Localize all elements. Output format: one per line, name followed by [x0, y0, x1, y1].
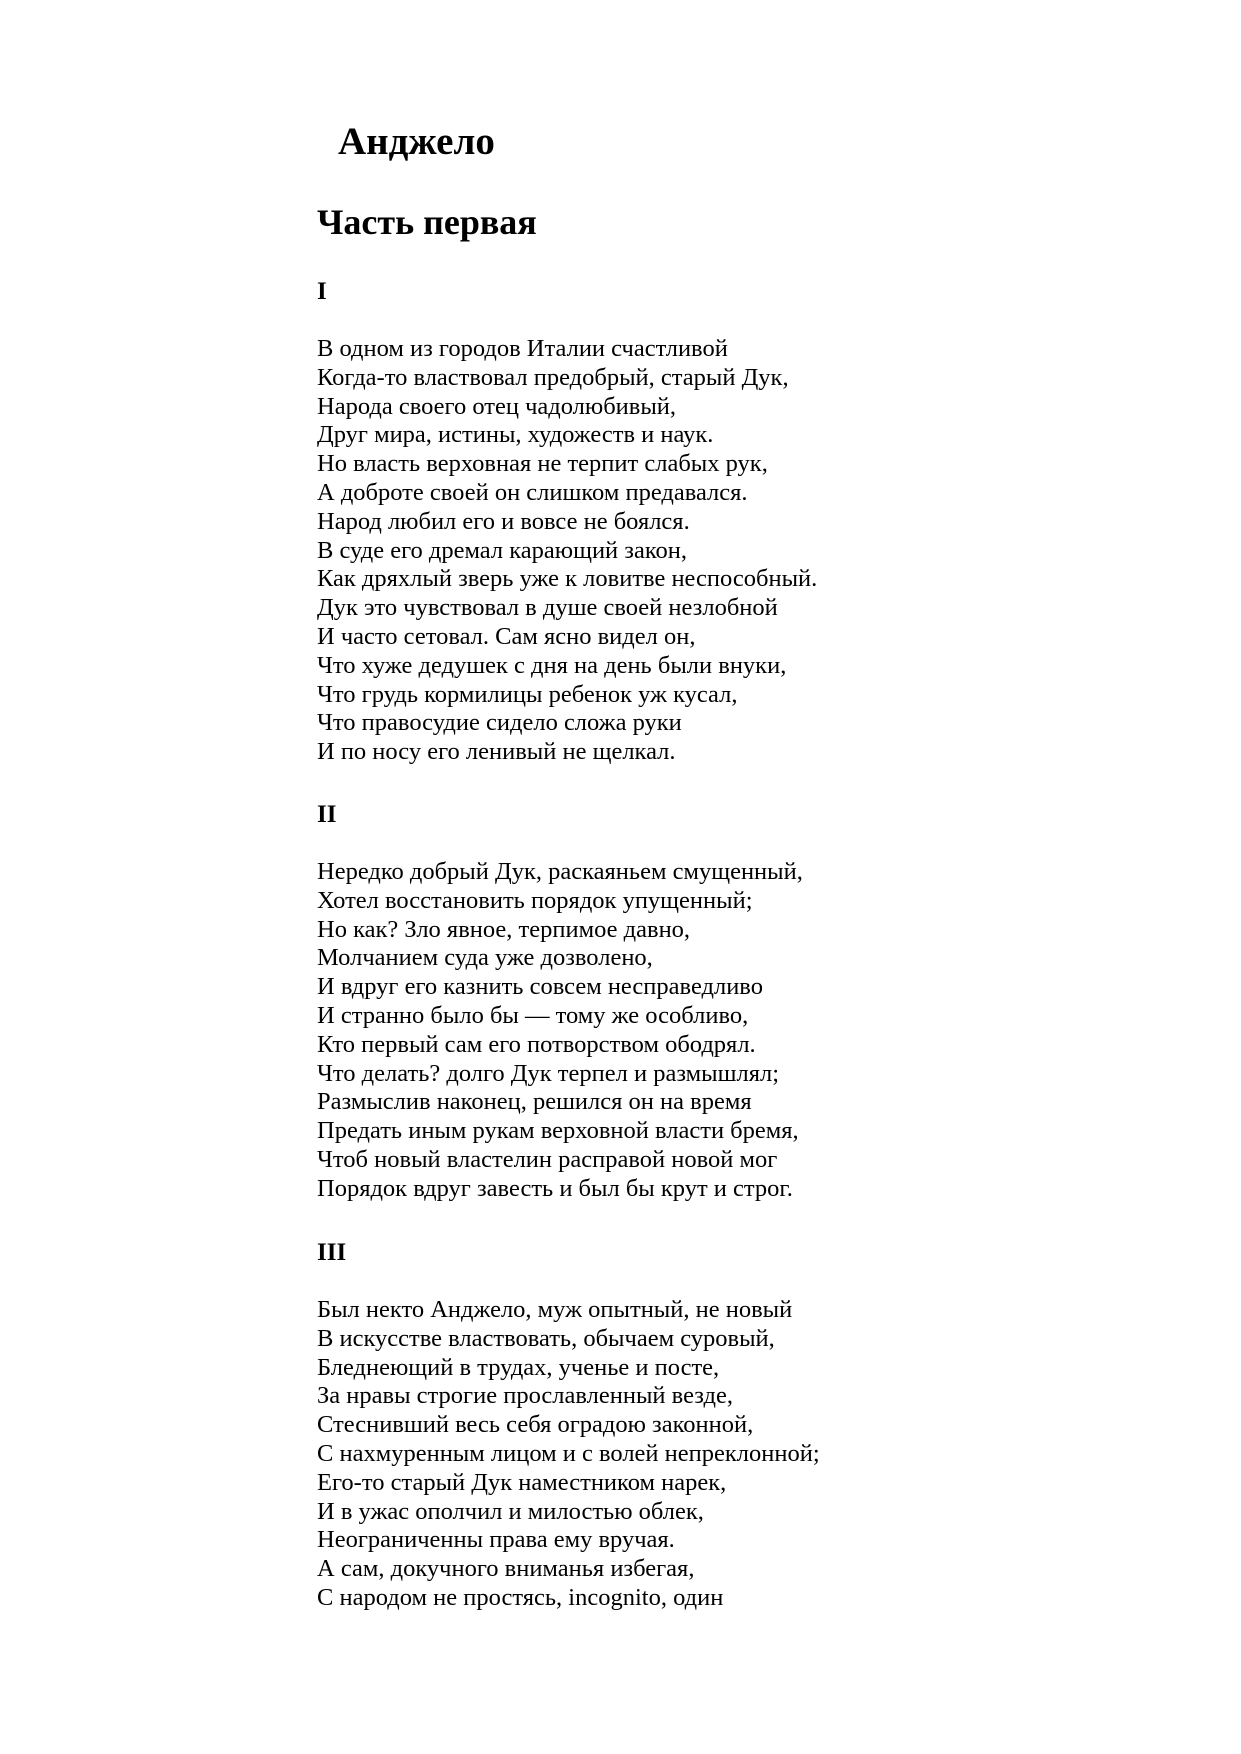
verse-line: Кто первый сам его потворством ободрял.: [317, 1030, 756, 1058]
verse-line: И вдруг его казнить совсем несправедливо: [317, 973, 763, 1001]
section-number: II: [317, 801, 337, 828]
verse-line: Бледнеющий в трудах, ученье и посте,: [317, 1353, 720, 1381]
verse-line: Порядок вдруг завесть и был бы крут и строг.: [317, 1174, 793, 1202]
verse-line: И в ужас ополчил и милостью облек,: [317, 1497, 704, 1525]
verse-line: Что грудь кормилицы ребенок уж кусал,: [317, 680, 738, 708]
verse-line: Его-то старый Дук наместником нарек,: [317, 1468, 727, 1496]
verse-line: Друг мира, истины, художеств и наук.: [317, 421, 714, 449]
verse-line: В искусстве властвовать, обычаем суровый,: [317, 1324, 775, 1352]
verse-line: Когда-то властвовал предобрый, старый Дук,: [317, 363, 789, 391]
verse-line: Чтоб новый властелин расправой новой мог: [317, 1145, 778, 1173]
verse-line: Предать иным рукам верховной власти бремя,: [317, 1117, 799, 1145]
verse-line: И по носу его ленивый не щелкал.: [317, 738, 676, 766]
verse-line: Что правосудие сидело сложа руки: [317, 709, 682, 737]
verse-line: Стеснивший весь себя оградою законной,: [317, 1411, 754, 1439]
verse-line: Размыслив наконец, решился он на время: [317, 1088, 752, 1116]
verse-line: За нравы строгие прославленный везде,: [317, 1382, 733, 1410]
section-number: III: [317, 1239, 347, 1266]
verse-line: Что делать? долго Дук терпел и размышлял;: [317, 1059, 780, 1087]
verse-line: Неограниченны права ему вручая.: [317, 1526, 675, 1554]
poem-title: Анджело: [338, 120, 495, 163]
verse-line: Был некто Анджело, муж опытный, не новый: [317, 1296, 793, 1323]
verse-line: Нередко добрый Дук, раскаяньем смущенный,: [317, 858, 803, 885]
verse-line: Но власть верховная не терпит слабых рук,: [317, 450, 768, 478]
stanza: [317, 335, 817, 767]
verse-line: Народ любил его и вовсе не боялся.: [317, 507, 690, 535]
verse-line: В одном из городов Италии счастливой: [317, 335, 728, 362]
verse-line: И странно было бы — тому же особливо,: [317, 1001, 749, 1029]
verse-line: Дук это чувствовал в душе своей незлобной: [317, 594, 778, 622]
section-number: I: [317, 278, 327, 305]
verse-line: С народом не простясь, incognito, один: [317, 1583, 724, 1611]
part-title: Часть первая: [317, 202, 537, 242]
verse-line: Молчанием суда уже дозволено,: [317, 944, 653, 972]
verse-line: Хотел восстановить порядок упущенный;: [317, 886, 753, 914]
stanza: [317, 1296, 820, 1613]
verse-line: И часто сетовал. Сам ясно видел он,: [317, 622, 696, 650]
verse-line: А доброте своей он слишком предавался.: [317, 478, 748, 506]
verse-line: Народа своего отец чадолюбивый,: [317, 392, 677, 420]
verse-line: А сам, докучного вниманья избегая,: [317, 1555, 695, 1583]
verse-line: Что хуже дедушек с дня на день были внуки,: [317, 651, 787, 679]
verse-line: Как дряхлый зверь уже к ловитве неспособный.: [317, 565, 818, 593]
verse-line: В суде его дремал карающий закон,: [317, 536, 687, 564]
verse-line: Но как? Зло явное, терпимое давно,: [317, 915, 691, 943]
stanza: [317, 858, 803, 1204]
verse-line: С нахмуренным лицом и с волей непреклонной;: [317, 1439, 820, 1467]
